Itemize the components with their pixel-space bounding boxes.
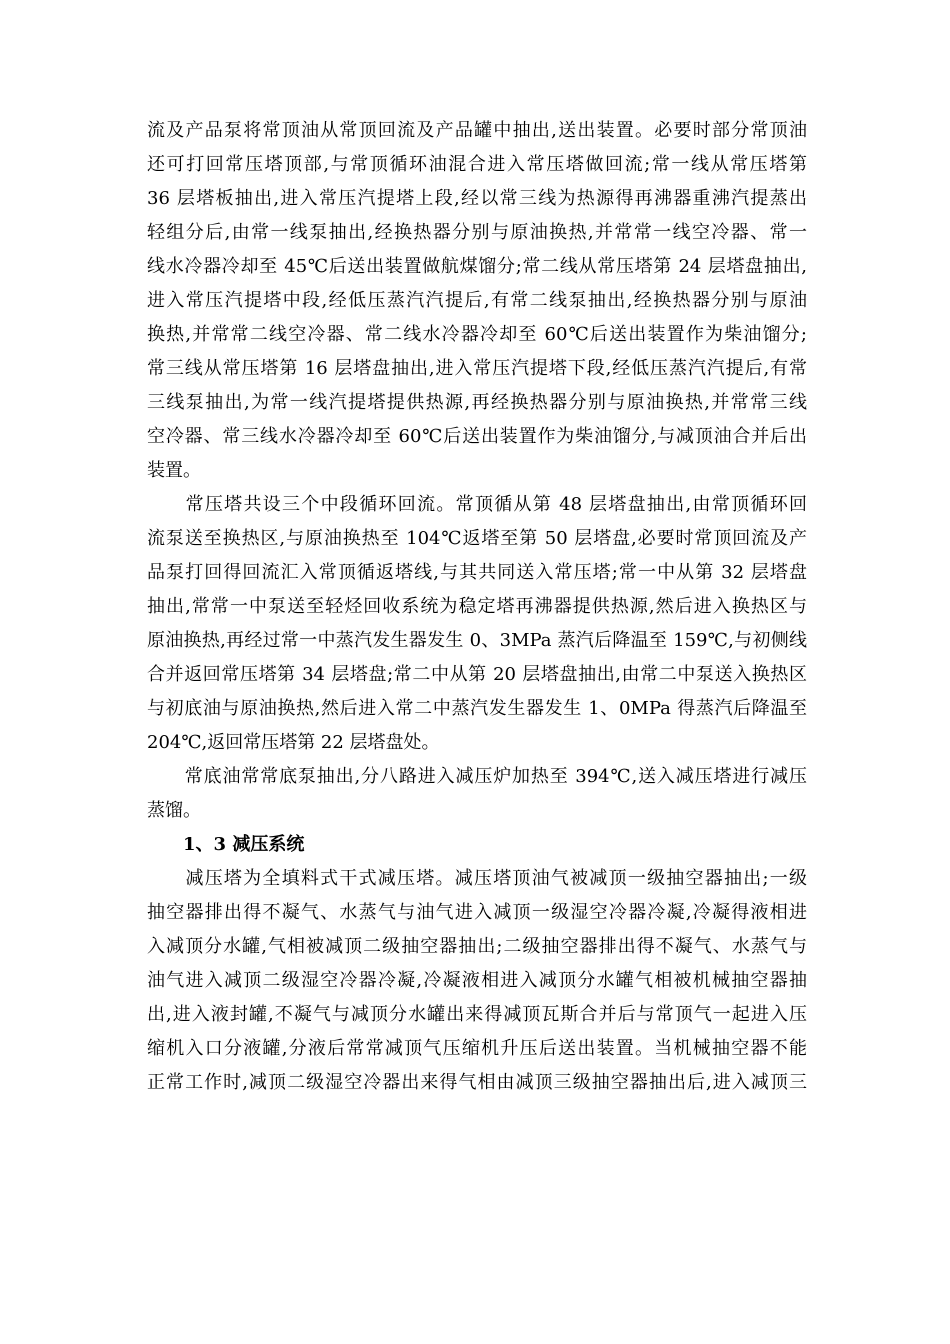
text-line: 入减顶分水罐,气相被减顶二级抽空器抽出;二级抽空器排出得不凝气、水蒸气与 <box>147 936 807 957</box>
text-line: 抽出,常常一中泵送至轻烃回收系统为稳定塔再沸器提供热源,然后进入换热区与 <box>147 596 807 617</box>
text-line: 装置。 <box>147 460 201 481</box>
text-line: 进入常压汽提塔中段,经低压蒸汽汽提后,有常二线泵抽出,经换热器分别与原油 <box>147 290 807 311</box>
text-line: 流泵送至换热区,与原油换热至 104℃返塔至第 50 层塔盘,必要时常顶回流及产 <box>147 528 807 549</box>
text-line: 出,进入液封罐,不凝气与减顶分水罐出来得减顶瓦斯合并后与常顶气一起进入压 <box>147 1004 807 1025</box>
text-line: 空冷器、常三线水冷器冷却至 60℃后送出装置作为柴油馏分,与减顶油合并后出 <box>147 426 807 447</box>
text-line: 抽空器排出得不凝气、水蒸气与油气进入减顶一级湿空冷器冷凝,冷凝得液相进 <box>147 902 807 923</box>
text-line: 36 层塔板抽出,进入常压汽提塔上段,经以常三线为热源得再沸器重沸汽提蒸出 <box>147 188 807 209</box>
paragraph-vacuum-tower <box>147 862 807 1100</box>
text-line: 油气进入减顶二级湿空冷器冷凝,冷凝液相进入减顶分水罐气相被机械抽空器抽 <box>147 970 807 991</box>
text-line: 轻组分后,由常一线泵抽出,经换热器分别与原油换热,并常常一线空冷器、常一 <box>147 222 807 243</box>
text-line: 缩机入口分液罐,分液后常常减顶气压缩机升压后送出装置。当机械抽空器不能 <box>147 1038 807 1059</box>
text-line: 合并返回常压塔第 34 层塔盘;常二中从第 20 层塔盘抽出,由常二中泵送入换热区 <box>147 664 807 685</box>
text-line: 常底油常常底泵抽出,分八路进入减压炉加热至 394℃,送入减压塔进行减压 <box>147 766 807 787</box>
text-line: 品泵打回得回流汇入常顶循返塔线,与其共同送入常压塔;常一中从第 32 层塔盘 <box>147 562 807 583</box>
paragraph-bottom-oil <box>147 760 807 828</box>
text-line: 原油换热,再经过常一中蒸汽发生器发生 0、3MPa 蒸汽后降温至 159℃,与初侧线 <box>147 630 807 651</box>
text-line: 常三线从常压塔第 16 层塔盘抽出,进入常压汽提塔下段,经低压蒸汽汽提后,有常 <box>147 358 807 379</box>
paragraph-circulating-reflux <box>147 488 807 760</box>
text-line: 流及产品泵将常顶油从常顶回流及产品罐中抽出,送出装置。必要时部分常顶油 <box>147 120 807 141</box>
text-line: 减压塔为全填料式干式减压塔。减压塔顶油气被减顶一级抽空器抽出;一级 <box>147 868 807 889</box>
text-line: 线水冷器冷却至 45℃后送出装置做航煤馏分;常二线从常压塔第 24 层塔盘抽出, <box>147 256 807 277</box>
section-heading: 1、3 减压系统 <box>183 834 305 855</box>
text-line: 还可打回常压塔顶部,与常顶循环油混合进入常压塔做回流;常一线从常压塔第 <box>147 154 807 175</box>
document-body <box>147 114 807 1100</box>
paragraph-continuation <box>147 114 807 488</box>
text-line: 蒸馏。 <box>147 800 201 821</box>
text-line: 三线泵抽出,为常一线汽提塔提供热源,再经换热器分别与原油换热,并常常三线 <box>147 392 807 413</box>
text-line: 与初底油与原油换热,然后进入常二中蒸汽发生器发生 1、0MPa 得蒸汽后降温至 <box>147 698 807 719</box>
text-line: 204℃,返回常压塔第 22 层塔盘处。 <box>147 732 440 753</box>
text-line: 正常工作时,减顶二级湿空冷器出来得气相由减顶三级抽空器抽出后,进入减顶三 <box>147 1072 807 1093</box>
text-line: 常压塔共设三个中段循环回流。常顶循从第 48 层塔盘抽出,由常顶循环回 <box>147 494 807 515</box>
text-line: 换热,并常常二线空冷器、常二线水冷器冷却至 60℃后送出装置作为柴油馏分; <box>147 324 807 345</box>
